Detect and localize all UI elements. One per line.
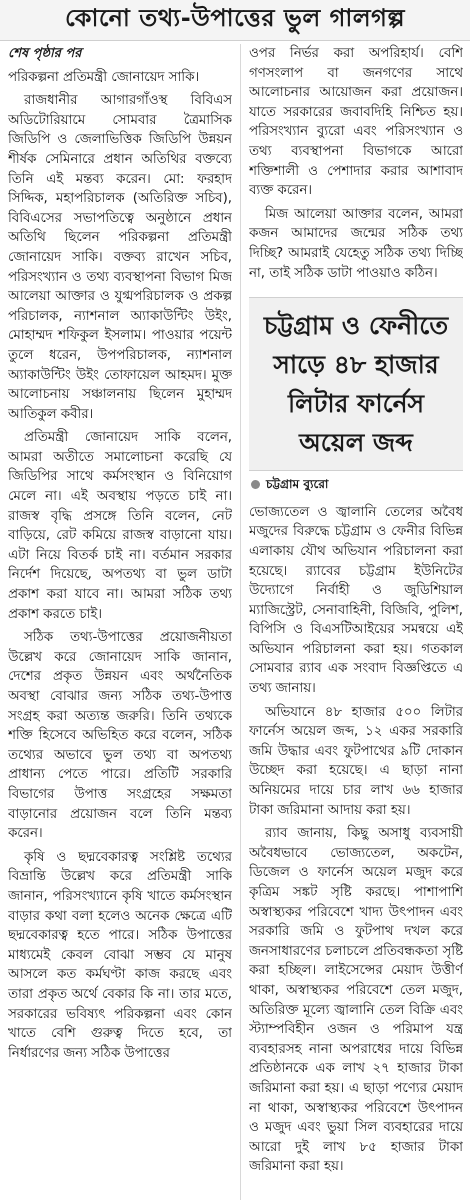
article-paragraph: মিজ আলেয়া আক্তার বলেন, আমরা কজন আমাদের জন্মের সঠিক তথ্য দিচ্ছি? আমরাই যেহেতু সঠিক তথ্য দিচ্ছি না, তাই সঠিক ডাটা পাওয়াও কঠিন। [249,206,463,281]
left-column [8,44,232,1200]
byline [251,475,463,495]
article-paragraph: রাজধানীর আগারগাঁওস্থ বিবিএস অডিটোরিয়ামে সোমবার ত্রৈমাসিক জিডিপি ও জেলাভিত্তিক জিডিপি উন্নয়ন শীর্ষক সেমিনারে প্রধান অতিথির বক্তব্যে তিনি এই মন্তব্য করেন। মো: ফরহাদ সিদ্দিক, মহাপরিচালক (অতিরিক্ত সচিব), বিবিএসের সভাপতিত্বে অনুষ্ঠানে প্রধান অতিথি ছিলেন পরিকল্পনা প্রতিমন্ত্রী জোনায়েদ সাকি। বক্তব্য রাখেন সচিব, পরিসংখ্যান ও তথ্য ব্যবস্থাপনা বিভাগ মিজ আলেয়া আক্তার ও যুগ্মপরিচালক ও প্রকল্প পরিচালক, ন্যাশনাল অ্যাকাউন্টিং উইং, মোহাম্মদ শফিকুল ইসলাম। পাওয়ার পয়েন্ট তুলে ধরেন, উপপরিচালক, ন্যাশনাল অ্যাকাউন্টিং উইং তোফায়েল আহমদ। মুক্ত আলোচনায় সঞ্চালনায় ছিলেন মুহাম্মদ আতিকুল কবীর। [8,93,232,422]
article-paragraph: কৃষি ও ছদ্মবেকারত্ব সংশ্লিষ্ট তথ্যের বিভ্রান্তি উল্লেখ করে প্রতিমন্ত্রী সাকি জানান, পরিসংখ্যানে কৃষি খাতে কর্মসংস্থান বাড়ার কথা বলা হলেও অনেক ক্ষেত্রে এটি ছদ্মবেকারত্ব হতে পারে। সঠিক উপাত্তের মাধ্যমেই কেবল বোঝা সম্ভব যে মানুষ আসলে কত কর্মঘণ্টা কাজ করছে এবং তারা প্রকৃত অর্থে বেকার কি না। তার মতে, সরকারের ভবিষ্যৎ পরিকল্পনা এবং কোন খাতে বেশি গুরুত্ব দিতে হবে, তা নির্ধারণের জন্য সঠিক উপাত্তের [8,849,232,1061]
article-paragraph: সঠিক তথ্য-উপাত্তের প্রয়োজনীয়তা উল্লেখ করে জোনায়েদ সাকি জানান, দেশের প্রকৃত উন্নয়ন এবং অর্থনৈতিক অবস্থা বোঝার জন্য সঠিক তথ্য-উপাত্ত সংগ্রহ করা অত্যন্ত জরুরি। তিনি তথ্যকে শক্তি হিসেবে অভিহিত করে বলেন, সঠিক তথ্যের অভাবে ভুল তথ্য বা অপতথ্য প্রাধান্য পেতে পারে। প্রতিটি সরকারি বিভাগের উপাত্ত সংগ্রহের সক্ষমতা বাড়ানোর প্রয়োজন বলে তিনি মন্তব্য করেন। [8,630,232,842]
article-paragraph: ওপর নির্ভর করা অপরিহার্য। বেশি গণসংলাপ বা জনগণের সাথে আলোচনার আয়োজন করা প্রয়োজন। যাতে সরকারের জবাবদিহি নিশ্চিত হয়। পরিসংখ্যান ব্যুরো এবং পরিসংখ্যান ও তথ্য ব্যবস্থাপনা বিভাগকে আরো শক্তিশালী ও পেশাদার করার আশাবাদ ব্যক্ত করেন। [249,46,463,199]
continued-from-label: শেষ পৃষ্ঠার পর [8,46,82,61]
article-paragraph: ভোজ্যতেল ও জ্বালানি তেলের অবৈধ মজুদের বিরুদ্ধে চট্টগ্রাম ও ফেনীর বিভিন্ন এলাকায় যৌথ অভিযান পরিচালনা করা হয়েছে। র‍্যাবের চট্টগ্রাম ইউনিটের উদ্যোগে নির্বাহী ও জুডিশিয়াল ম্যাজিস্ট্রেট, সেনাবাহিনী, বিজিবি, পুলিশ, বিপিসি ও বিএসটিআইয়ের সমন্বয়ে এই অভিযান পরিচালনা করা হয়। গতকাল সোমবার র‍্যাব এক সংবাদ বিজ্ঞপ্তিতে এ তথ্য জানায়। [249,504,463,697]
right-column [249,44,463,1200]
headline: কোনো তথ্য-উপাত্তের ভুল গালগল্প [0,0,470,41]
byline-text: চট্টগ্রাম ব্যুরো [266,477,329,492]
article-paragraph: র‍্যাব জানায়, কিছু অসাধু ব্যবসায়ী অবৈধভাবে ভোজ্যতেল, অকটেন, ডিজেল ও ফার্নেস অয়েল মজুদ করে কৃত্রিম সঙ্কট সৃষ্টি করছে। পাশাপাশি অস্বাস্থ্যকর পরিবেশে খাদ্য উৎপাদন এবং সরকারি জমি ও ফুটপাথ দখল করে জনসাধারণের চলাচলে প্রতিবন্ধকতা সৃষ্টি করা হচ্ছিল। লাইসেন্সের মেয়াদ উত্তীর্ণ থাকা, অস্বাস্থ্যকর পরিবেশে তেল মজুদ, অতিরিক্ত মূল্যে জ্বালানি তেল বিক্রি এবং স্ট্যাম্পবিহীন ওজন ও পরিমাপ যন্ত্র ব্যবহারসহ নানা অপরাধের দায়ে বিভিন্ন প্রতিষ্ঠানকে এক লাখ ২৭ হাজার টাকা জরিমানা করা হয়। এ ছাড়া পণ্যের মেয়াদ না থাকা, অস্বাস্থ্যকর পরিবেশে উৎপাদন ও মজুদ এবং ভুয়া সিল ব্যবহারের দায়ে আরো দুই লাখ ৮৫ হাজার টাকা জরিমানা করা হয়। [249,826,463,1175]
subheadline: চট্টগ্রাম ও ফেনীতে সাড়ে ৪৮ হাজার লিটার ফার্নেস অয়েল জব্দ [249,297,463,471]
article-paragraph: পরিকল্পনা প্রতিমন্ত্রী জোনায়েদ সাকি। [8,69,200,85]
bullet-icon [251,480,260,489]
column-divider [240,44,241,1200]
article-paragraph: অভিযানে ৪৮ হাজার ৫০০ লিটার ফার্নেস অয়েল জব্দ, ১২ একর সরকারি জমি উদ্ধার এবং ফুটপাথের ৯টি দোকান উচ্ছেদ করা হয়েছে। এ ছাড়া নানা অনিয়মের দায়ে চার লাখ ৬৬ হাজার টাকা জরিমানা আদায় করা হয়। [249,704,463,818]
article-paragraph: প্রতিমন্ত্রী জোনায়েদ সাকি বলেন, আমরা অতীতে সমালোচনা করেছি যে জিডিপির সাথে কর্মসংস্থান ও বিনিয়োগ মেলে না। এই অবস্থায় পড়তে চাই না। রাজস্ব বৃদ্ধি প্রসঙ্গে তিনি বলেন, নেট বাড়িয়ে, রেট কমিয়ে রাজস্ব বাড়ানো যায়। এটা নিয়ে বিতর্ক চাই না। বর্তমান সরকার নির্দেশ দিয়েছে, অপতথ্য বা ভুল ডাটা প্রকাশ করা যাবে না। আমরা সঠিক তথ্য প্রকাশ করতে চাই। [8,430,232,622]
